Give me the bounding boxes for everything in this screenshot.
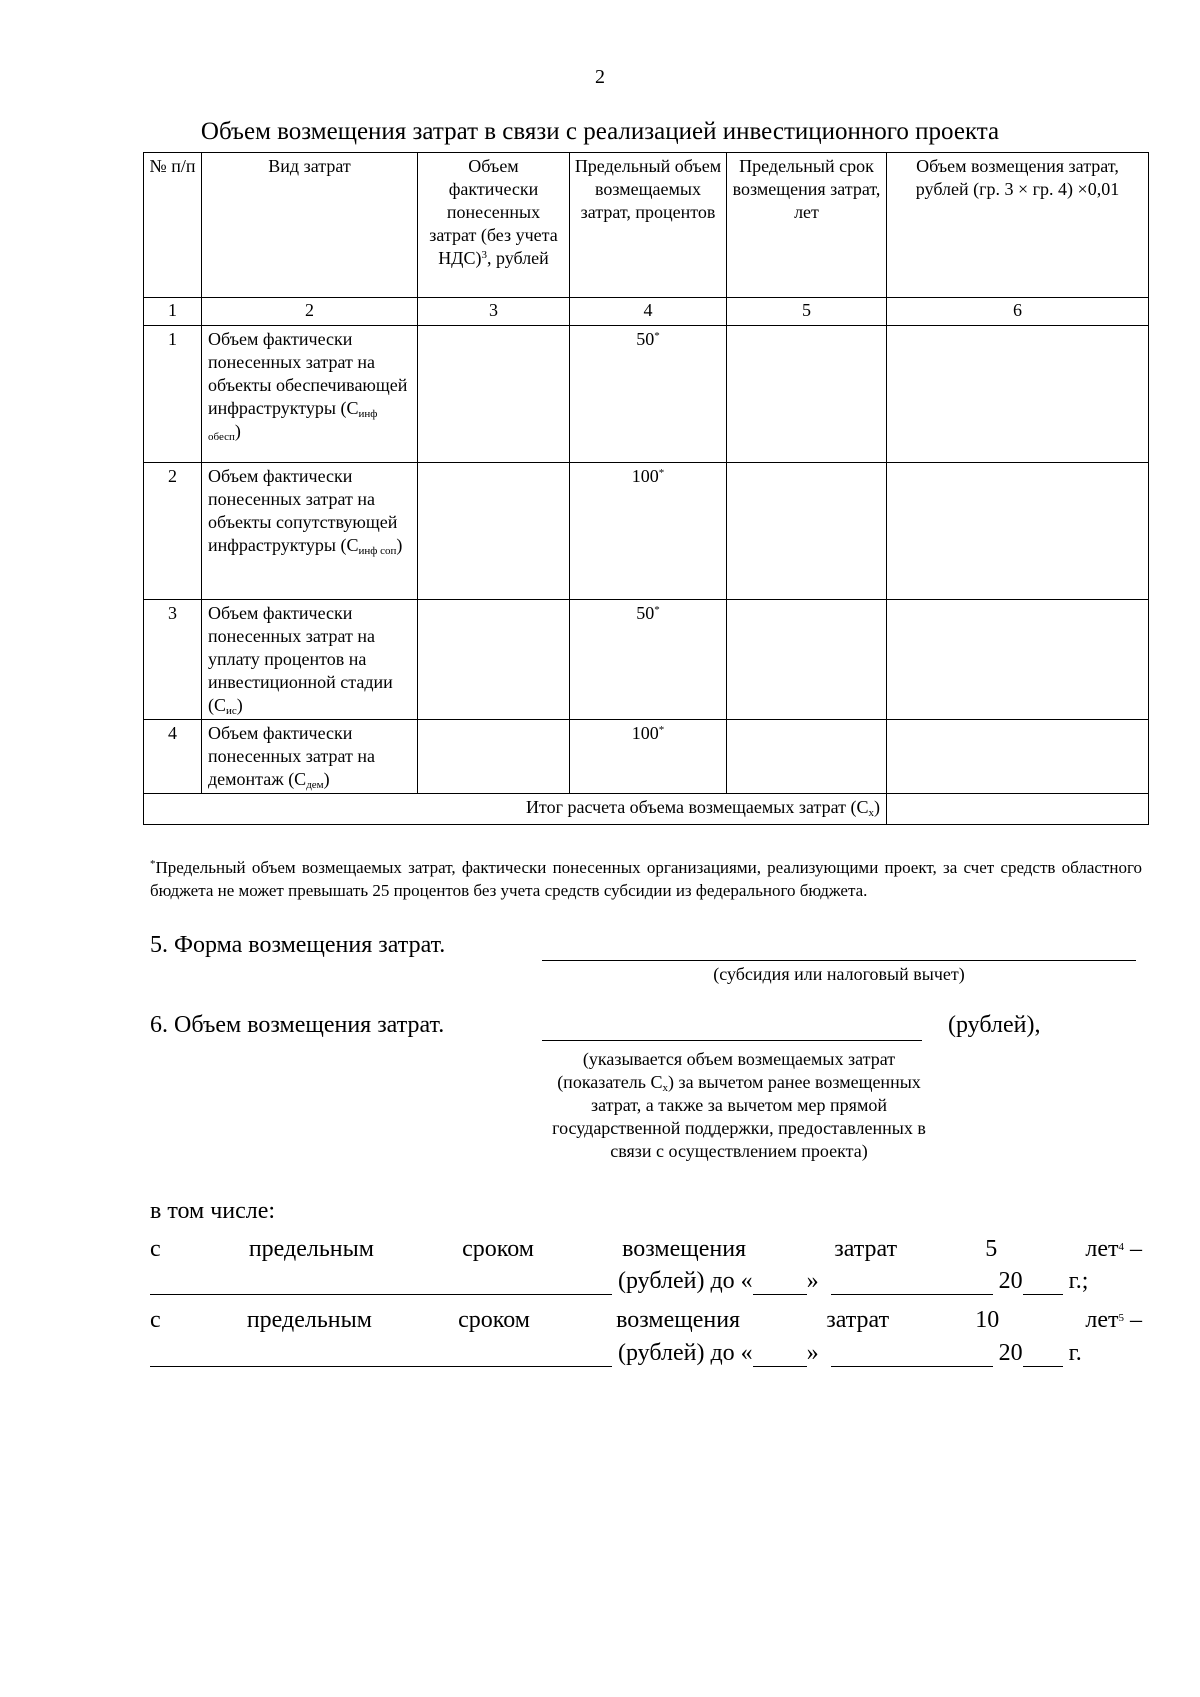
reimbursement-amount-hint — [542, 1048, 936, 1163]
hint-text-end: ) за вычетом ранее возмещенных затрат, а также за вычетом мер прямой государственной поддержки, предоставленных в связи с осуществлением проекта) — [552, 1072, 926, 1161]
term-fill-line-5-years — [150, 1268, 1142, 1295]
section-5-label: 5. Форма возмещения затрат. — [150, 932, 446, 958]
term-unit-group — [1085, 1307, 1142, 1334]
rubles-until-label: (рублей) до « — [618, 1340, 753, 1366]
hint-text-start: (указывается объем возмещаемых затрат (показатель С — [557, 1049, 896, 1092]
amount-unit: (рублей), — [948, 1012, 1041, 1038]
including-label: в том числе: — [150, 1198, 276, 1224]
percent-cell — [570, 600, 727, 720]
cost-type-text: Объем фактически понесенных затрат на объекты обеспечивающей инфраструктуры — [208, 329, 408, 418]
percent-value: 50 — [636, 329, 655, 349]
term-word: затрат — [826, 1307, 890, 1333]
amount-blank[interactable] — [150, 1342, 612, 1367]
amount-blank[interactable] — [150, 1270, 612, 1295]
total-subscript: х — [868, 807, 874, 819]
percent-cell — [570, 326, 727, 463]
cost-symbol: (С — [288, 769, 307, 789]
footnote-ref-5: 5 — [1118, 1312, 1124, 1324]
table-row — [144, 600, 1149, 720]
term-line-10-years — [150, 1307, 1142, 1334]
term-years: 5 — [985, 1236, 998, 1262]
row-number: 3 — [144, 600, 202, 720]
total-value-cell[interactable] — [887, 794, 1149, 825]
asterisk-mark: * — [658, 724, 665, 736]
cost-symbol: (С — [208, 695, 226, 715]
header-max-percent: Предельный объем возмещаемых затрат, процентов — [570, 153, 727, 298]
term-cell[interactable] — [727, 720, 887, 794]
term-word: с — [150, 1307, 161, 1333]
day-blank[interactable] — [753, 1270, 807, 1295]
reimbursement-form-hint: (субсидия или налоговый вычет) — [713, 964, 965, 984]
header-cost-type: Вид затрат — [202, 153, 418, 298]
column-number: 2 — [202, 298, 418, 326]
term-word: затрат — [834, 1236, 898, 1262]
term-word: сроком — [458, 1307, 530, 1333]
actual-costs-cell[interactable] — [418, 600, 570, 720]
cost-type-cell — [202, 463, 418, 600]
term-unit: лет — [1085, 1307, 1119, 1333]
cost-type-cell — [202, 720, 418, 794]
cost-symbol-subscript: дем — [306, 779, 324, 791]
actual-costs-cell[interactable] — [418, 720, 570, 794]
cost-symbol-close: ) — [396, 535, 403, 555]
amount-cell[interactable] — [887, 326, 1149, 463]
table-row — [144, 326, 1149, 463]
cost-symbol-close: ) — [234, 421, 241, 441]
header-actual-costs-unit: , рублей — [486, 248, 549, 268]
asterisk-mark: * — [658, 467, 665, 479]
costs-table — [143, 152, 1149, 825]
header-actual-costs — [418, 153, 570, 298]
year-prefix: 20 — [998, 1268, 1023, 1294]
footnote-ref-4: 4 — [1118, 1241, 1124, 1253]
percent-value: 100 — [631, 723, 659, 743]
header-max-term: Предельный срок возмещения затрат, лет — [727, 153, 887, 298]
total-label-cell — [144, 794, 887, 825]
cost-type-text: Объем фактически понесенных затрат на демонтаж — [208, 723, 375, 789]
term-cell[interactable] — [727, 326, 887, 463]
reimbursement-amount-field[interactable] — [542, 1040, 922, 1041]
cost-type-cell — [202, 600, 418, 720]
amount-cell[interactable] — [887, 600, 1149, 720]
asterisk-mark: * — [654, 330, 660, 342]
amount-cell[interactable] — [887, 463, 1149, 600]
cost-type-text: Объем фактически понесенных затрат на объекты сопутствующей инфраструктуры — [208, 466, 398, 555]
quote-close: » — [806, 1340, 819, 1366]
term-dash: – — [1124, 1307, 1142, 1333]
row-number: 1 — [144, 326, 202, 463]
footnote — [150, 856, 1142, 902]
cost-symbol-subscript: инф соп — [358, 545, 397, 557]
column-number: 1 — [144, 298, 202, 326]
cost-symbol: (С — [340, 398, 359, 418]
table-row — [144, 720, 1149, 794]
term-word: предельным — [246, 1307, 372, 1333]
header-number: № п/п — [144, 153, 202, 298]
year-suffix: г.; — [1068, 1268, 1089, 1294]
quote-close: » — [806, 1268, 819, 1294]
rubles-until-label: (рублей) до « — [618, 1268, 753, 1294]
asterisk-mark: * — [654, 604, 660, 616]
footnote-ref-3: 3 — [481, 249, 487, 261]
table-header-row — [144, 153, 1149, 298]
term-unit-group — [1085, 1236, 1142, 1263]
year-suffix: г. — [1068, 1340, 1082, 1366]
percent-value: 50 — [636, 603, 655, 623]
term-years: 10 — [975, 1307, 1000, 1333]
column-number: 5 — [727, 298, 887, 326]
term-word: сроком — [462, 1236, 534, 1262]
amount-cell[interactable] — [887, 720, 1149, 794]
term-dash: – — [1124, 1236, 1142, 1262]
total-row — [144, 794, 1149, 825]
document-title: Объем возмещения затрат в связи с реализацией инвестиционного проекта — [200, 118, 1000, 145]
year-blank[interactable] — [1023, 1342, 1063, 1367]
term-word: предельным — [248, 1236, 374, 1262]
cost-symbol-subscript: ис — [226, 705, 237, 717]
hint-subscript: х — [662, 1082, 668, 1094]
page-number: 2 — [595, 66, 605, 88]
column-number: 4 — [570, 298, 727, 326]
column-number: 3 — [418, 298, 570, 326]
actual-costs-cell[interactable] — [418, 326, 570, 463]
cost-symbol-subscript: инф обесп — [208, 408, 378, 443]
percent-cell — [570, 720, 727, 794]
total-label: Итог расчета объема возмещаемых затрат (С — [525, 797, 869, 817]
cost-symbol-close: ) — [236, 695, 243, 715]
cost-type-text: Объем фактически понесенных затрат на уплату процентов на инвестиционной стадии — [208, 603, 393, 692]
term-line-5-years — [150, 1236, 1142, 1263]
month-blank[interactable] — [831, 1270, 993, 1295]
footnote-text: Предельный объем возмещаемых затрат, фактически понесенных организациями, реализующими проект, за счет средств областного бюджета не может превышать 25 процентов без учета средств субсидии из федерального бюджета. — [150, 858, 1142, 900]
row-number: 2 — [144, 463, 202, 600]
cost-symbol-close: ) — [323, 769, 330, 789]
term-cell[interactable] — [727, 463, 887, 600]
term-fill-line-10-years — [150, 1340, 1142, 1367]
term-word: с — [150, 1236, 161, 1262]
term-word: возмещения — [616, 1307, 741, 1333]
year-prefix: 20 — [998, 1340, 1023, 1366]
footnote-asterisk: * — [150, 858, 156, 870]
reimbursement-form-field[interactable] — [542, 960, 1136, 961]
month-blank[interactable] — [831, 1342, 993, 1367]
percent-value: 100 — [631, 466, 659, 486]
percent-cell — [570, 463, 727, 600]
column-numbers-row — [144, 298, 1149, 326]
total-close: ) — [874, 797, 880, 817]
cost-type-cell — [202, 326, 418, 463]
cost-symbol: (С — [340, 535, 359, 555]
actual-costs-cell[interactable] — [418, 463, 570, 600]
term-cell[interactable] — [727, 600, 887, 720]
row-number: 4 — [144, 720, 202, 794]
header-reimbursement-amount: Объем возмещения затрат, рублей (гр. 3 × гр. 4) ×0,01 — [887, 153, 1149, 298]
year-blank[interactable] — [1023, 1270, 1063, 1295]
column-number: 6 — [887, 298, 1149, 326]
term-word: возмещения — [622, 1236, 747, 1262]
table-row — [144, 463, 1149, 600]
day-blank[interactable] — [753, 1342, 807, 1367]
term-unit: лет — [1085, 1236, 1119, 1262]
section-6-label: 6. Объем возмещения затрат. — [150, 1012, 445, 1038]
header-actual-costs-text: Объем фактически понесенных затрат (без учета НДС) — [429, 156, 558, 268]
